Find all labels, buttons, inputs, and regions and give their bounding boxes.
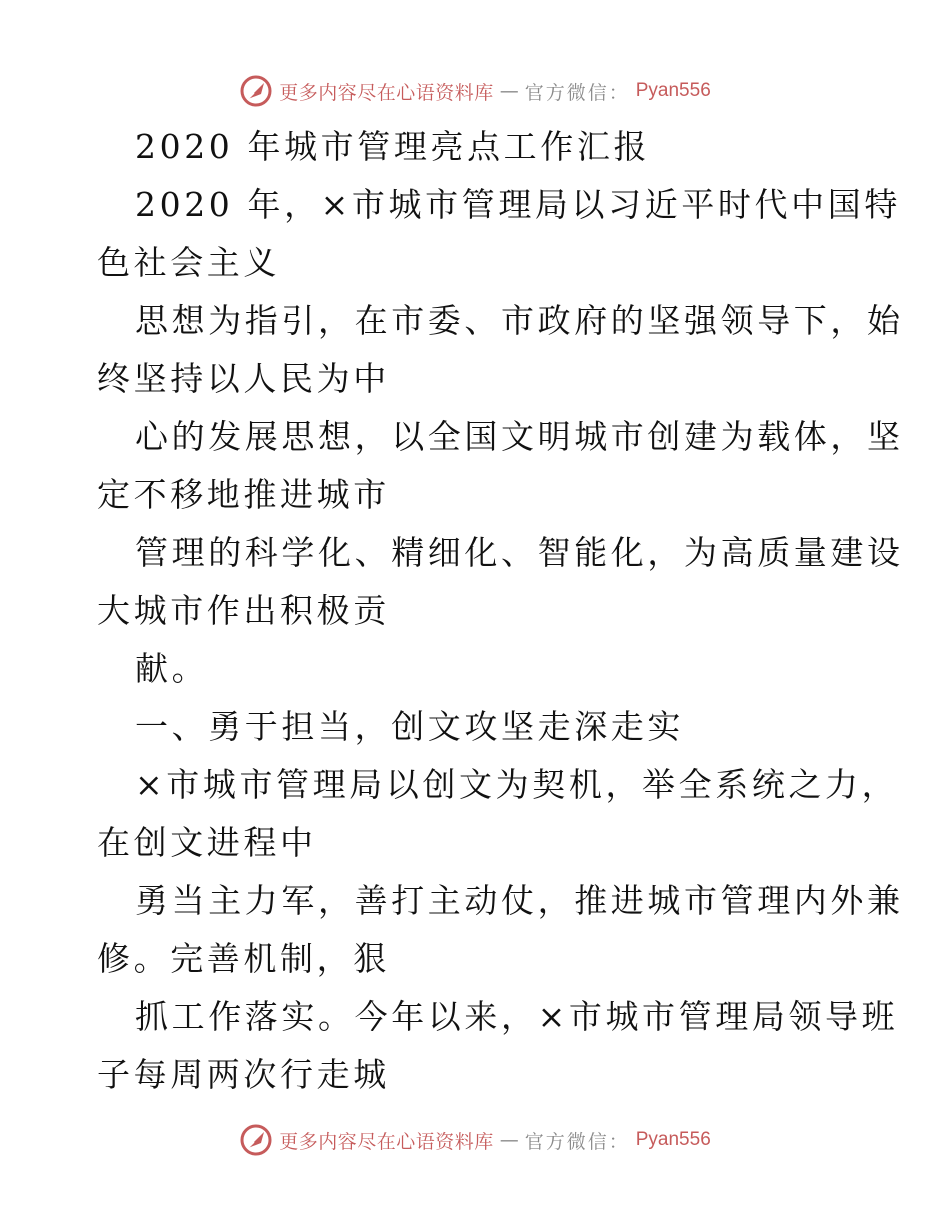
banner-wechat-label: 官方微信： [524,1130,630,1153]
banner-text: 更多内容尽在心语资料库 [279,1130,494,1153]
text-line: 抓工作落实。今年以来，×市城市管理局领导班 [135,997,899,1036]
footer-banner [0,1120,950,1160]
text-line: 子每周两次行走城 [97,1055,390,1094]
text-line: 色社会主义 [97,243,280,282]
text-line: 终坚持以人民为中 [97,359,390,398]
banner-wechat-label: 官方微信： [524,81,630,104]
text-line: 大城市作出积极贡 [97,591,390,630]
banner-wechat-id: Pyan556 [635,1129,711,1150]
document-body [97,118,904,1104]
banner-wechat-id: Pyan556 [635,80,711,101]
text-line: 勇当主力军，善打主动仗，推进城市管理内外兼 [135,881,904,920]
section-heading: 一、勇于担当，创文攻坚走深走实 [135,707,684,746]
text-line: 献。 [135,649,209,688]
header-banner [0,71,950,111]
text-line: 管理的科学化、精细化、智能化，为高质量建设 [135,533,904,572]
banner-dash: — [499,80,519,102]
quill-logo-icon [239,1123,273,1157]
text-line: 修。完善机制，狠 [97,939,390,978]
banner-dash: — [499,1129,519,1151]
document-title: 2020 年城市管理亮点工作汇报 [135,127,651,166]
text-line: 心的发展思想，以全国文明城市创建为载体，坚 [135,417,904,456]
text-line: 在创文进程中 [97,823,317,862]
text-line: ×市城市管理局以创文为契机，举全系统之力， [135,765,899,804]
text-line: 2020 年，×市城市管理局以习近平时代中国特 [135,185,901,224]
text-line: 思想为指引，在市委、市政府的坚强领导下，始 [135,301,904,340]
quill-logo-icon [239,74,273,108]
text-line: 定不移地推进城市 [97,475,390,514]
banner-text: 更多内容尽在心语资料库 [279,81,494,104]
